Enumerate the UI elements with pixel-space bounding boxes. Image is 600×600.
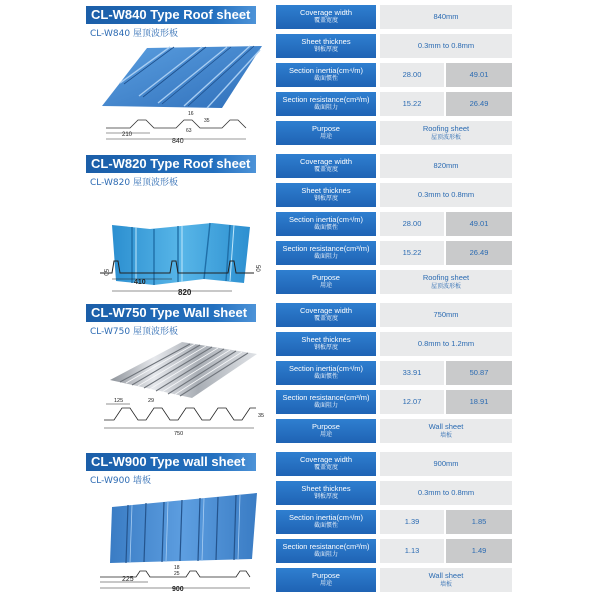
spec-label xyxy=(276,303,376,327)
spec-label xyxy=(276,212,376,236)
spec-row-inertia xyxy=(276,212,512,236)
dim-label: 29 xyxy=(148,398,155,404)
spec-label xyxy=(276,361,376,385)
spec-value-min: 15.22 xyxy=(380,92,444,116)
spec-value-min: 28.00 xyxy=(380,212,444,236)
spec-value-max: 18.91 xyxy=(446,390,512,414)
spec-label-en: Sheet thicknes xyxy=(301,37,351,46)
spec-value-min: 1.13 xyxy=(380,539,444,563)
spec-value: 0.3mm to 0.8mm xyxy=(380,34,512,58)
spec-label-cn: 覆盖宽度 xyxy=(313,166,338,173)
spec-value-max: 50.87 xyxy=(446,361,512,385)
spec-label-cn: 钢板厚度 xyxy=(313,46,338,53)
purpose-cn: 墙板 xyxy=(439,432,452,439)
spec-row-resistance xyxy=(276,539,512,563)
dim-label: 50 xyxy=(254,265,260,272)
spec-label-cn: 截面阻力 xyxy=(313,104,338,111)
spec-label-cn: 用途 xyxy=(319,580,332,587)
spec-row-purpose xyxy=(276,419,512,443)
spec-label xyxy=(276,332,376,356)
spec-label xyxy=(276,390,376,414)
section-subtitle: CL-W820 屋顶波形板 xyxy=(90,178,178,188)
spec-label-en: Coverage width xyxy=(299,8,353,17)
spec-label-cn: 截面惯性 xyxy=(313,224,338,231)
spec-label xyxy=(276,63,376,87)
spec-label xyxy=(276,5,376,29)
purpose-en: Roofing sheet xyxy=(422,124,470,133)
spec-label-cn: 覆盖宽度 xyxy=(313,315,338,322)
spec-value-max: 26.49 xyxy=(446,241,512,265)
spec-row-inertia xyxy=(276,63,512,87)
spec-label-cn: 覆盖宽度 xyxy=(313,464,338,471)
spec-value-max: 26.49 xyxy=(446,92,512,116)
spec-value: 820mm xyxy=(380,154,512,178)
spec-table xyxy=(276,452,512,597)
spec-row-purpose xyxy=(276,270,512,294)
spec-table xyxy=(276,303,512,448)
spec-label-cn: 用途 xyxy=(319,282,332,289)
spec-label-en: Section resistance(cm³/m) xyxy=(282,393,370,402)
spec-value xyxy=(380,568,512,592)
spec-value xyxy=(380,121,512,145)
section-subtitle: CL-W750 屋顶波形板 xyxy=(90,327,178,337)
dim-label: 900 xyxy=(172,586,184,591)
spec-label-en: Purpose xyxy=(312,124,340,133)
spec-row-thickness xyxy=(276,332,512,356)
spec-row-coverage xyxy=(276,5,512,29)
product-section-w750 xyxy=(0,298,600,446)
dim-label: 840 xyxy=(172,138,184,144)
spec-label-en: Sheet thicknes xyxy=(301,335,351,344)
spec-label xyxy=(276,154,376,178)
spec-value-min: 28.00 xyxy=(380,63,444,87)
roof-sheet-w840-figure xyxy=(92,36,267,144)
section-subtitle: CL-W900 墙板 xyxy=(90,476,151,486)
spec-label xyxy=(276,92,376,116)
spec-label-cn: 用途 xyxy=(319,133,332,140)
purpose-cn: 屋顶波形板 xyxy=(430,283,461,290)
spec-label-en: Purpose xyxy=(312,422,340,431)
section-title: CL-W840 Type Roof sheet xyxy=(86,6,256,24)
spec-value: 0.8mm to 1.2mm xyxy=(380,332,512,356)
dim-label: 35 xyxy=(204,118,210,124)
purpose-en: Wall sheet xyxy=(428,571,464,580)
spec-value-max: 49.01 xyxy=(446,63,512,87)
dim-label: 125 xyxy=(114,398,124,404)
spec-label-cn: 截面阻力 xyxy=(313,253,338,260)
spec-label-en: Section resistance(cm³/m) xyxy=(282,542,370,551)
spec-label-en: Purpose xyxy=(312,571,340,580)
product-section-w840 xyxy=(0,0,600,148)
spec-value: 0.3mm to 0.8mm xyxy=(380,183,512,207)
spec-row-thickness xyxy=(276,183,512,207)
spec-value: 840mm xyxy=(380,5,512,29)
spec-value-min: 33.91 xyxy=(380,361,444,385)
spec-label-en: Section resistance(cm³/m) xyxy=(282,244,370,253)
spec-table xyxy=(276,5,512,150)
spec-label xyxy=(276,481,376,505)
spec-label xyxy=(276,241,376,265)
spec-label-cn: 覆盖宽度 xyxy=(313,17,338,24)
spec-label-cn: 钢板厚度 xyxy=(313,344,338,351)
spec-row-inertia xyxy=(276,361,512,385)
spec-label-en: Sheet thicknes xyxy=(301,186,351,195)
spec-row-resistance xyxy=(276,241,512,265)
spec-label xyxy=(276,510,376,534)
spec-value xyxy=(380,270,512,294)
spec-label-cn: 截面惯性 xyxy=(313,522,338,529)
spec-label xyxy=(276,183,376,207)
spec-label xyxy=(276,452,376,476)
spec-label-en: Coverage width xyxy=(299,157,353,166)
section-title: CL-W820 Type Roof sheet xyxy=(86,155,256,173)
profile-w820-figure xyxy=(92,257,267,297)
spec-label xyxy=(276,270,376,294)
section-subtitle: CL-W840 屋顶波形板 xyxy=(90,29,178,39)
spec-label xyxy=(276,34,376,58)
spec-label xyxy=(276,121,376,145)
product-section-w820 xyxy=(0,149,600,297)
spec-label-en: Section inertia(cm⁴/m) xyxy=(288,364,364,373)
spec-row-thickness xyxy=(276,481,512,505)
spec-label-en: Section inertia(cm⁴/m) xyxy=(288,513,364,522)
dim-label: 820 xyxy=(178,288,192,297)
spec-row-resistance xyxy=(276,390,512,414)
section-title: CL-W750 Type Wall sheet xyxy=(86,304,256,322)
spec-row-thickness xyxy=(276,34,512,58)
spec-label-cn: 钢板厚度 xyxy=(313,493,338,500)
spec-value: 0.3mm to 0.8mm xyxy=(380,481,512,505)
spec-value: 750mm xyxy=(380,303,512,327)
purpose-cn: 屋顶波形板 xyxy=(430,134,461,141)
spec-row-inertia xyxy=(276,510,512,534)
dim-label: 410 xyxy=(134,279,146,286)
spec-value-min: 12.07 xyxy=(380,390,444,414)
dim-label: 63 xyxy=(186,128,192,134)
purpose-en: Roofing sheet xyxy=(422,273,470,282)
spec-value xyxy=(380,419,512,443)
spec-label-cn: 截面阻力 xyxy=(313,402,338,409)
spec-label-en: Section resistance(cm³/m) xyxy=(282,95,370,104)
dim-label: 18 xyxy=(174,565,180,571)
spec-row-resistance xyxy=(276,92,512,116)
wall-sheet-w750-figure xyxy=(92,334,267,442)
spec-row-coverage xyxy=(276,154,512,178)
dim-label: 16 xyxy=(188,111,194,117)
spec-row-purpose xyxy=(276,121,512,145)
spec-table xyxy=(276,154,512,299)
spec-label-en: Section inertia(cm⁴/m) xyxy=(288,215,364,224)
spec-value-max: 1.49 xyxy=(446,539,512,563)
dim-label: 50 xyxy=(102,269,108,276)
wall-sheet-w900-figure xyxy=(92,483,267,591)
dim-label: 25 xyxy=(174,571,180,577)
spec-label-cn: 截面惯性 xyxy=(313,373,338,380)
dim-label: 225 xyxy=(122,576,134,583)
spec-label-en: Coverage width xyxy=(299,455,353,464)
spec-row-coverage xyxy=(276,452,512,476)
dim-label: 750 xyxy=(174,431,184,437)
spec-value-max: 1.85 xyxy=(446,510,512,534)
spec-label-en: Sheet thicknes xyxy=(301,484,351,493)
section-title: CL-W900 Type wall sheet xyxy=(86,453,256,471)
spec-label-cn: 截面阻力 xyxy=(313,551,338,558)
spec-value-min: 15.22 xyxy=(380,241,444,265)
spec-label-en: Purpose xyxy=(312,273,340,282)
dim-label: 210 xyxy=(122,132,133,138)
purpose-cn: 墙板 xyxy=(439,581,452,588)
spec-label-cn: 钢板厚度 xyxy=(313,195,338,202)
purpose-en: Wall sheet xyxy=(428,422,464,431)
spec-row-purpose xyxy=(276,568,512,592)
spec-value: 900mm xyxy=(380,452,512,476)
spec-label xyxy=(276,419,376,443)
spec-label-cn: 截面惯性 xyxy=(313,75,338,82)
spec-label xyxy=(276,539,376,563)
spec-label xyxy=(276,568,376,592)
spec-label-cn: 用途 xyxy=(319,431,332,438)
spec-value-max: 49.01 xyxy=(446,212,512,236)
spec-row-coverage xyxy=(276,303,512,327)
product-section-w900 xyxy=(0,447,600,595)
spec-value-min: 1.39 xyxy=(380,510,444,534)
spec-label-en: Section inertia(cm⁴/m) xyxy=(288,66,364,75)
spec-label-en: Coverage width xyxy=(299,306,353,315)
dim-label: 35 xyxy=(258,413,265,419)
